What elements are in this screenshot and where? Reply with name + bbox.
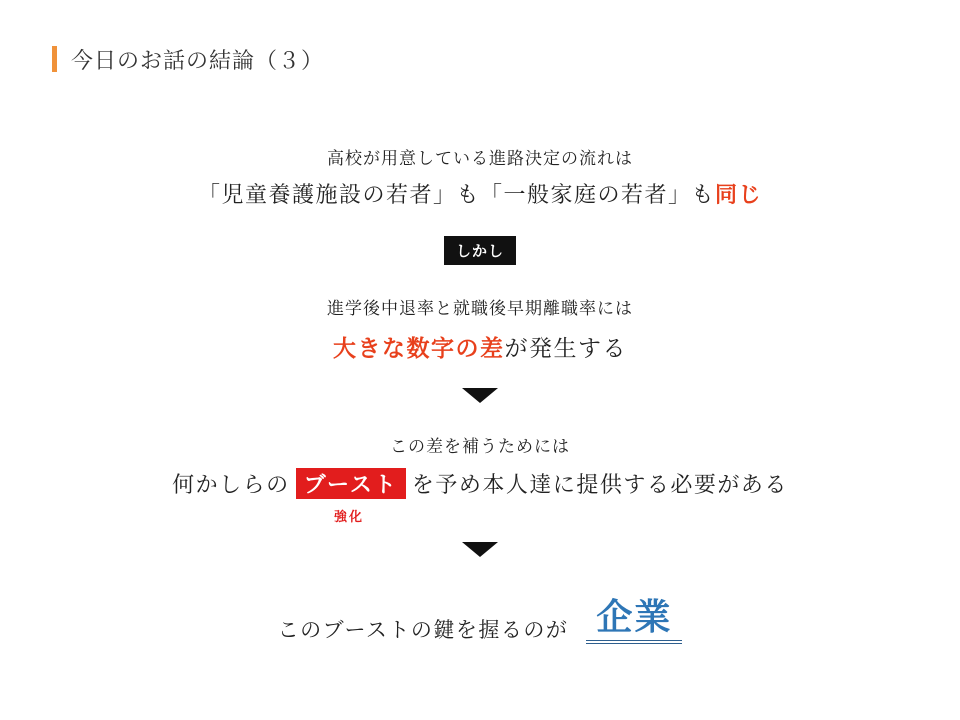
conclusion-text: このブーストの鍵を握るのが [277,618,569,642]
boost-pre: 何かしらの [172,473,290,498]
page-title: 今日のお話の結論（３） [71,48,325,74]
boost-highlight: ブースト [296,468,406,499]
conclusion-line [0,598,960,644]
however-badge: しかし [444,236,516,265]
down-triangle-icon [462,388,498,403]
boost-statement [0,468,960,499]
difference-highlight: 大きな数字の差 [333,336,505,362]
statement-same [0,178,960,209]
same-highlight: 同じ [715,183,763,208]
boost-post: を予め本人達に提供する必要がある [411,473,788,498]
down-triangle-icon [462,542,498,557]
statement-same-text: 「児童養護施設の若者」も「一般家庭の若者」も [197,183,715,208]
title-accent-bar [52,46,57,72]
boost-note: 強化 [334,510,365,525]
compensate-line: この差を補うためには [390,437,570,457]
difference-statement [0,330,960,363]
rates-line: 進学後中退率と就職後早期離職率には [327,299,633,319]
however-wrap [0,236,960,265]
company-highlight: 企業 [586,598,682,644]
difference-rest: が発生する [504,336,627,362]
intro-line: 高校が用意している進路決定の流れは [327,149,633,169]
slide-title [52,44,324,74]
